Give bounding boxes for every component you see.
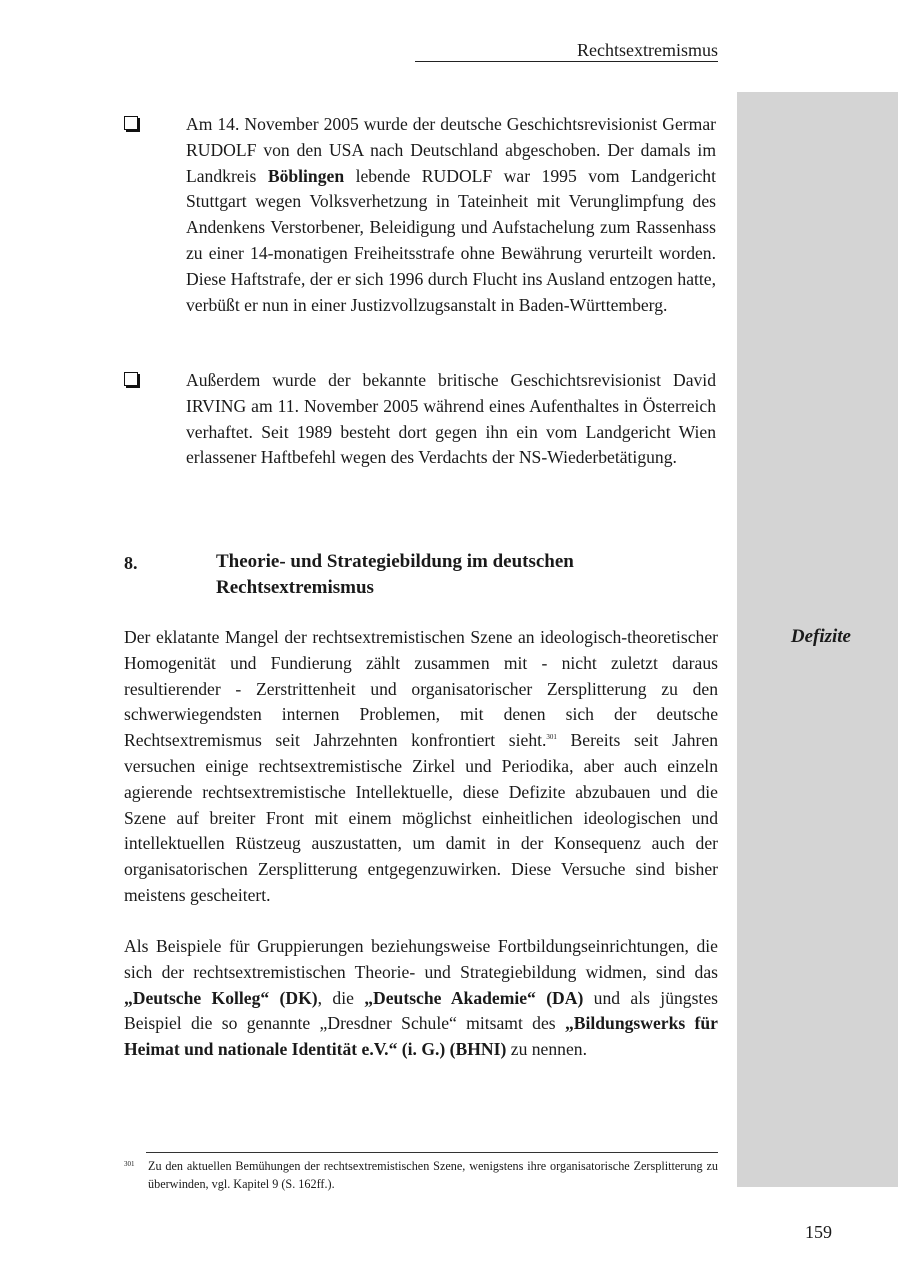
bullet-text-part: Am 14. November 2005 wurde der deutsche Geschichtsrevisionist Germar RUDOLF von den USA nach Deutschland abgeschoben. Der damals im Landkreis (186, 114, 716, 186)
bullet-text-part: lebende RUDOLF war 1995 vom Landgericht Stuttgart wegen Volksverhetzung in Tateinheit mit Verunglimpfung des Andenkens Verstorbener, Beleidigung und Aufstachelung zum Rassenhass zu einer 14-monatigen Freiheitsstrafe ohne Bewährung verurteilt worden. Diese Haftstrafe, der er sich 1996 durch Flucht ins Ausland entzogen hatte, verbüßt er nun in einer Justizvollzugsanstalt in Baden-Württemberg. (186, 165, 716, 315)
page-number: 159 (805, 1222, 832, 1242)
footnote-number: 301 (124, 1160, 135, 1168)
margin-note: Defizite (790, 626, 851, 647)
checkbox-bullet-icon (124, 116, 138, 130)
organization-name-bhni: „Bildungswerks für Heimat und nationale Identität e.V.“ (i. G.) (BHNI) (124, 1013, 718, 1060)
organization-name-da: „Deutsche Akademie“ (DA) (364, 987, 584, 1008)
running-header: Rechtsextremismus (577, 40, 718, 60)
paragraph-text: Der eklatante Mangel der rechtsextremistischen Szene an ideologisch-theoretischer Homogenität und Fundierung zählt zusammen mit - nicht zuletzt daraus resultierender - Zerstrittenheit und organisatorischer Zersplitterung zu den schwerwiegendsten internen Problemen, mit denen sich der deutsche Rechtsextremismus seit Jahrzehnten konfrontiert sieht. (124, 627, 718, 751)
bullet-text (186, 112, 716, 318)
section-number: 8. (124, 553, 138, 573)
paragraph-text: Bereits seit Jahren versuchen einige rechtsextremistische Zirkel und Periodika, aber auch einzeln agierende rechtsextremistische Intellektuelle, diese Defizite abzubauen und die Szene auf breiter Front mit einem möglichst einheitlichen ideologischen und intellektuellen Rüstzeug auszustatten, um damit in der Konsequenz auch der organisatorischen Zersplitterung entgegenzuwirken. Diese Versuche sind bisher meistens gescheitert. (124, 730, 718, 905)
body-paragraph-2 (124, 934, 718, 1063)
paragraph-text: und als jüngstes Beispiel die so genannte „Dresdner Schule“ mitsamt des (124, 987, 718, 1034)
organization-name-dk: „Deutsche Kolleg“ (DK) (124, 987, 318, 1008)
checkbox-bullet-icon (124, 372, 138, 386)
section-title: Theorie- und Strategiebildung im deutschen Rechtsextremismus (216, 551, 574, 598)
paragraph-text: Als Beispiele für Gruppierungen beziehungsweise Fortbildungseinrichtungen, die sich der rechtsextremistischen Theorie- und Strategiebildung widmen, sind das (124, 936, 718, 982)
bullet-bold-term: Böblingen (267, 165, 345, 186)
header-rule (415, 61, 718, 62)
footnote-rule (146, 1152, 718, 1153)
body-paragraph-1 (124, 625, 718, 909)
paragraph-text: zu nennen. (506, 1039, 587, 1060)
footnote-text: Zu den aktuellen Bemühungen der rechtsextremistischen Szene, wenigstens ihre organisatorische Zersplitterung zu überwinden, vgl. Kapitel 9 (S. 162ff.). (148, 1159, 718, 1191)
bullet-text: Außerdem wurde der bekannte britische Geschichtsrevisionist David IRVING am 11. November 2005 während eines Aufenthaltes in Österreich verhaftet. Seit 1989 besteht dort gegen ihn ein vom Landgericht Wien erlassener Haftbefehl wegen des Verdachts der NS-Wiederbetätigung. (186, 370, 716, 468)
paragraph-text: , die (317, 987, 365, 1008)
footnote-reference[interactable]: 301 (546, 733, 557, 742)
